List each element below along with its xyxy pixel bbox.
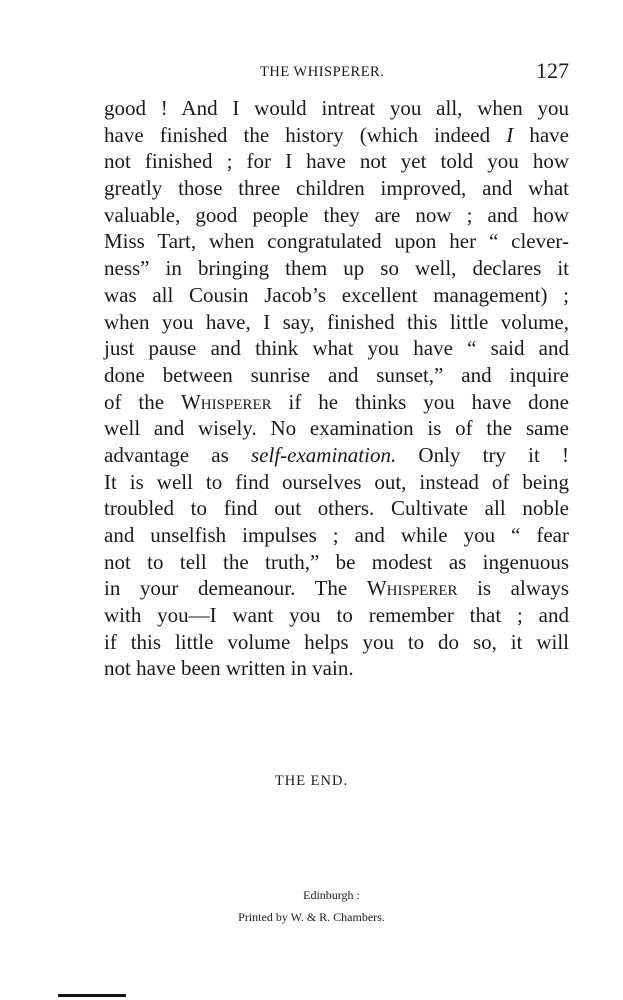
italic-text: I xyxy=(506,122,514,147)
text-line xyxy=(104,629,569,656)
text-line xyxy=(104,122,569,149)
text-line xyxy=(104,148,569,175)
text-segment: It is well to find ourselves out, instead of being xyxy=(104,469,569,494)
text-line xyxy=(104,495,569,522)
text-line xyxy=(104,522,569,549)
text-segment: done between sunrise and sunset,” and inquire xyxy=(104,362,569,387)
text-line xyxy=(104,202,569,229)
text-segment: not have been written in vain. xyxy=(104,656,354,681)
text-segment: not to tell the truth,” be modest as ingenuous xyxy=(104,549,569,574)
text-line xyxy=(104,389,569,416)
corner-rule xyxy=(58,994,126,997)
text-line xyxy=(104,282,569,309)
text-segment: just pause and think what you have “ said and xyxy=(104,336,569,361)
small-caps-text: Whisperer xyxy=(180,389,272,414)
text-segment: is always xyxy=(457,576,569,601)
text-segment: advantage as xyxy=(104,442,251,467)
text-line xyxy=(104,335,569,362)
imprint-city: Edinburgh : xyxy=(303,888,360,902)
text-segment: in your demeanour. The xyxy=(104,576,367,601)
text-line xyxy=(104,255,569,282)
text-segment: greatly those three children improved, and what xyxy=(104,176,569,201)
page-number: 127 xyxy=(536,58,569,83)
text-segment: valuable, good people they are now ; and how xyxy=(104,202,569,227)
printer-imprint xyxy=(0,884,623,928)
text-segment: and unselfish impulses ; and while you “ fear xyxy=(104,523,569,547)
imprint-printer: Printed by W. & R. Chambers. xyxy=(238,910,385,924)
text-segment: ness” in bringing them up so well, declares it xyxy=(104,256,569,281)
text-line xyxy=(104,95,569,122)
small-caps-text: Whisperer xyxy=(366,576,458,601)
text-segment: Miss Tart, when congratulated upon her “ clever- xyxy=(104,229,569,254)
text-segment: of the xyxy=(104,389,181,414)
running-head xyxy=(104,58,569,88)
text-line xyxy=(104,228,569,255)
text-line xyxy=(104,575,569,602)
italic-text: self-examination. xyxy=(251,442,397,467)
text-segment: with you—I want you to remember that ; and xyxy=(104,603,569,628)
text-segment: if he thinks you have done xyxy=(271,389,569,414)
text-line xyxy=(104,309,569,336)
text-segment: if this little volume helps you to do so, it will xyxy=(104,629,569,654)
body-text xyxy=(104,95,569,682)
the-end-label: THE END. xyxy=(274,773,349,789)
text-segment: was all Cousin Jacob’s excellent management) ; xyxy=(104,282,569,307)
text-line xyxy=(104,175,569,202)
text-line xyxy=(104,469,569,496)
text-line xyxy=(104,415,569,442)
text-line xyxy=(104,655,569,682)
text-line xyxy=(104,442,569,469)
text-segment: troubled to find out others. Cultivate all noble xyxy=(104,496,569,521)
running-title: THE WHISPERER. xyxy=(260,64,385,80)
text-segment: Only try it ! xyxy=(396,442,569,467)
text-segment: good ! And I would intreat you all, when you xyxy=(104,96,569,120)
text-line xyxy=(104,362,569,389)
text-line xyxy=(104,549,569,576)
text-segment: when you have, I say, finished this little volume, xyxy=(104,309,569,334)
text-segment: have xyxy=(513,122,569,147)
text-segment: have finished the history (which indeed xyxy=(104,122,507,147)
text-line xyxy=(104,602,569,629)
text-segment: well and wisely. No examination is of the same xyxy=(104,416,569,441)
text-segment: not finished ; for I have not yet told you how xyxy=(104,149,569,174)
